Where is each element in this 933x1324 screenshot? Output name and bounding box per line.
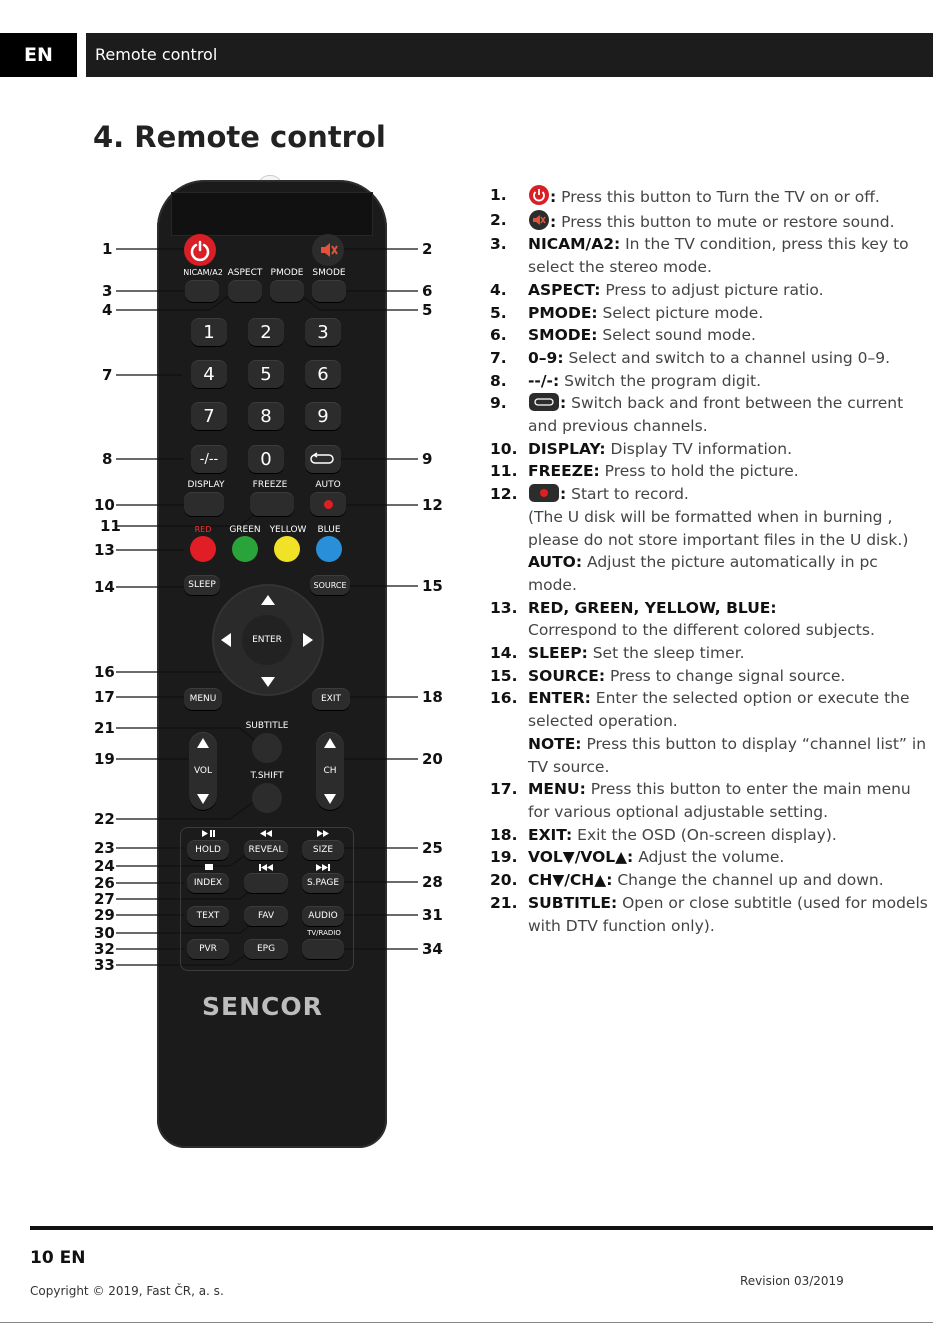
freeze-label: FREEZE bbox=[252, 480, 288, 490]
callout-number: 34 bbox=[422, 940, 443, 958]
fast-forward-icon bbox=[316, 829, 330, 838]
aspect-button[interactable] bbox=[228, 280, 262, 302]
enter-button[interactable]: ENTER bbox=[242, 615, 292, 665]
header-separator bbox=[77, 33, 86, 77]
callout-number: 27 bbox=[94, 890, 115, 908]
number-button[interactable]: 5 bbox=[248, 360, 284, 388]
callout-number: 29 bbox=[94, 906, 115, 924]
green-button[interactable] bbox=[232, 536, 258, 562]
rewind-icon bbox=[259, 829, 273, 838]
spage-button[interactable]: S.PAGE bbox=[302, 873, 344, 893]
list-item: 15. SOURCE: Press to change signal source. bbox=[490, 666, 846, 685]
volume-down-icon[interactable] bbox=[197, 794, 209, 804]
callout-number: 14 bbox=[94, 578, 115, 596]
number-button[interactable]: 2 bbox=[248, 318, 284, 346]
number-button[interactable]: 8 bbox=[248, 402, 284, 430]
callout-number: 2 bbox=[422, 240, 433, 258]
display-button[interactable] bbox=[184, 492, 224, 516]
digit-toggle-button[interactable]: -/-- bbox=[191, 445, 227, 473]
channel-down-icon[interactable] bbox=[324, 794, 336, 804]
language-tab: EN bbox=[0, 33, 77, 77]
callout-number: 9 bbox=[422, 450, 433, 468]
callout-number: 10 bbox=[94, 496, 115, 514]
volume-rocker[interactable] bbox=[189, 732, 217, 810]
power-icon bbox=[528, 184, 550, 206]
callout-number: 6 bbox=[422, 282, 433, 300]
tshift-button[interactable] bbox=[252, 783, 282, 813]
callout-number: 28 bbox=[422, 873, 443, 891]
callout-number: 12 bbox=[422, 496, 443, 514]
callout-number: 23 bbox=[94, 839, 115, 857]
callout-number: 31 bbox=[422, 906, 443, 924]
play-pause-icon bbox=[201, 829, 215, 838]
remote-illustration bbox=[80, 170, 460, 1160]
callout-number: 5 bbox=[422, 301, 433, 319]
list-item: 18. EXIT: Exit the OSD (On-screen display). bbox=[490, 825, 837, 844]
recall-button[interactable] bbox=[305, 445, 341, 473]
callout-number: 30 bbox=[94, 924, 115, 942]
yellow-button[interactable] bbox=[274, 536, 300, 562]
list-item: 20. CH▼/CH▲: Change the channel up and down. bbox=[490, 871, 884, 890]
list-item: 4. ASPECT: Press to adjust picture ratio. bbox=[490, 280, 824, 299]
mute-icon bbox=[312, 234, 344, 266]
list-item: 8. --/-: Switch the program digit. bbox=[490, 371, 762, 390]
stop-icon bbox=[204, 863, 214, 871]
callout-number: 19 bbox=[94, 750, 115, 768]
callout-number: 18 bbox=[422, 688, 443, 706]
section-label: Remote control bbox=[95, 45, 218, 64]
green-label: GREEN bbox=[229, 525, 261, 535]
list-item: 7. 0–9: Select and switch to a channel using 0–9. bbox=[490, 348, 891, 367]
return-icon bbox=[310, 451, 336, 467]
display-label: DISPLAY bbox=[187, 480, 225, 490]
hold-button[interactable]: HOLD bbox=[187, 840, 229, 860]
callout-number: 25 bbox=[422, 839, 443, 857]
pvr-button[interactable]: PVR bbox=[187, 939, 229, 959]
audio-button[interactable]: AUDIO bbox=[302, 906, 344, 926]
revision-text: Revision 03/2019 bbox=[740, 1274, 844, 1288]
blue-label: BLUE bbox=[317, 525, 341, 535]
list-item: 21. SUBTITLE: Open or close subtitle (used for models with DTV function only). bbox=[490, 893, 928, 935]
page-bottom-rule bbox=[0, 1322, 933, 1323]
channel-label: CH bbox=[323, 766, 337, 776]
pmode-button[interactable] bbox=[270, 280, 304, 302]
callout-number: 15 bbox=[422, 577, 443, 595]
callout-number: 7 bbox=[102, 366, 113, 384]
callout-number: 17 bbox=[94, 688, 115, 706]
subpage-blank-button[interactable] bbox=[244, 873, 288, 893]
mute-button[interactable] bbox=[312, 234, 344, 266]
pmode-label: PMODE bbox=[270, 268, 304, 278]
page-number: 10 EN bbox=[30, 1248, 86, 1268]
menu-button[interactable]: MENU bbox=[184, 688, 222, 710]
number-button[interactable]: 4 bbox=[191, 360, 227, 388]
arrow-left-icon[interactable] bbox=[220, 632, 232, 648]
volume-label: VOL bbox=[193, 766, 213, 776]
callout-number: 20 bbox=[422, 750, 443, 768]
list-item: 13. RED, GREEN, YELLOW, BLUE: Correspond to the different colored subjects. bbox=[490, 598, 875, 640]
arrow-right-icon[interactable] bbox=[302, 632, 314, 648]
list-item: 19. VOL▼/VOL▲: Adjust the volume. bbox=[490, 848, 785, 867]
epg-button[interactable]: EPG bbox=[244, 939, 288, 959]
tvradio-button[interactable] bbox=[302, 939, 344, 959]
size-button[interactable]: SIZE bbox=[302, 840, 344, 860]
callout-number: 33 bbox=[94, 956, 115, 974]
list-item: 10. DISPLAY: Display TV information. bbox=[490, 439, 792, 458]
aspect-label: ASPECT bbox=[227, 268, 263, 278]
list-item: 3. NICAM/A2: In the TV condition, press this key to select the stereo mode. bbox=[490, 235, 909, 277]
volume-up-icon[interactable] bbox=[197, 738, 209, 748]
callout-number: 3 bbox=[102, 282, 113, 300]
record-button[interactable] bbox=[310, 492, 346, 516]
callout-number: 21 bbox=[94, 719, 115, 737]
yellow-label: YELLOW bbox=[269, 525, 307, 535]
tvradio-label: TV/RADIO bbox=[307, 929, 341, 937]
callout-number: 26 bbox=[94, 874, 115, 892]
list-item: 16. ENTER: Enter the selected option or execute the selected operation. NOTE: Press this button to display “channel list” in TV source. bbox=[490, 689, 927, 776]
red-button[interactable] bbox=[190, 536, 216, 562]
copyright-text: Copyright © 2019, Fast ČR, a. s. bbox=[30, 1284, 224, 1298]
red-label: RED bbox=[194, 525, 212, 534]
nicam-button[interactable] bbox=[185, 280, 219, 302]
callout-number: 8 bbox=[102, 450, 113, 468]
callout-number: 13 bbox=[94, 541, 115, 559]
source-button[interactable]: SOURCE bbox=[310, 575, 350, 595]
brand-logo: SENCOR bbox=[202, 992, 323, 1021]
smode-button[interactable] bbox=[312, 280, 346, 302]
callout-number: 11 bbox=[100, 517, 121, 535]
footer-divider bbox=[30, 1226, 933, 1230]
page-title: 4. Remote control bbox=[93, 120, 386, 154]
list-item: 12. : Start to record. (The U disk will be formatted when in burning , please do not store important files in the U disk.) AUTO: Adjust the picture automatically in pc mode. bbox=[490, 485, 909, 594]
list-item: 1. : Press this button to Turn the TV on or off. bbox=[490, 186, 880, 206]
number-button[interactable]: 3 bbox=[305, 318, 341, 346]
list-item: 2. : Press this button to mute or restore sound. bbox=[490, 210, 895, 231]
callout-number: 1 bbox=[102, 240, 113, 258]
list-item: 11. FREEZE: Press to hold the picture. bbox=[490, 462, 799, 481]
blue-button[interactable] bbox=[316, 536, 342, 562]
arrow-up-icon[interactable] bbox=[260, 594, 276, 606]
callout-number: 16 bbox=[94, 663, 115, 681]
list-item: 5. PMODE: Select picture mode. bbox=[490, 303, 764, 322]
return-icon bbox=[528, 392, 560, 412]
fav-button[interactable]: FAV bbox=[244, 906, 288, 926]
text-button[interactable]: TEXT bbox=[187, 906, 229, 926]
button-description-list bbox=[490, 184, 930, 937]
next-icon bbox=[315, 863, 331, 872]
channel-up-icon[interactable] bbox=[324, 738, 336, 748]
number-button[interactable]: 9 bbox=[305, 402, 341, 430]
number-button[interactable]: 1 bbox=[191, 318, 227, 346]
list-item: 14. SLEEP: Set the sleep timer. bbox=[490, 644, 745, 663]
arrow-down-icon[interactable] bbox=[260, 676, 276, 688]
callout-number: 24 bbox=[94, 857, 115, 875]
number-button[interactable]: 0 bbox=[248, 445, 284, 473]
list-item: 9. : Switch back and front between the current and previous channels. bbox=[490, 394, 904, 436]
number-button[interactable]: 6 bbox=[305, 360, 341, 388]
number-button[interactable]: 7 bbox=[191, 402, 227, 430]
channel-rocker[interactable] bbox=[316, 732, 344, 810]
tshift-label: T.SHIFT bbox=[250, 771, 284, 781]
list-item: 6. SMODE: Select sound mode. bbox=[490, 326, 756, 345]
callout-number: 22 bbox=[94, 810, 115, 828]
power-icon bbox=[184, 234, 216, 266]
freeze-button[interactable] bbox=[250, 492, 294, 516]
subtitle-button[interactable] bbox=[252, 733, 282, 763]
nicam-label: NICAM/A2 bbox=[183, 268, 223, 277]
record-icon bbox=[324, 500, 333, 509]
power-button[interactable] bbox=[184, 234, 216, 266]
mute-icon bbox=[528, 209, 550, 231]
callout-number: 4 bbox=[102, 301, 113, 319]
smode-label: SMODE bbox=[312, 268, 346, 278]
callout-number: 32 bbox=[94, 940, 115, 958]
list-item: 17. MENU: Press this button to enter the main menu for various optional adjustable setting. bbox=[490, 780, 911, 821]
previous-icon bbox=[258, 863, 274, 872]
sleep-button[interactable]: SLEEP bbox=[184, 575, 220, 595]
index-button[interactable]: INDEX bbox=[187, 873, 229, 893]
record-icon bbox=[528, 483, 560, 503]
auto-label: AUTO bbox=[315, 480, 341, 490]
reveal-button[interactable]: REVEAL bbox=[244, 840, 288, 860]
header-bar bbox=[0, 33, 933, 77]
exit-button[interactable]: EXIT bbox=[312, 688, 350, 710]
subtitle-label: SUBTITLE bbox=[245, 721, 289, 731]
